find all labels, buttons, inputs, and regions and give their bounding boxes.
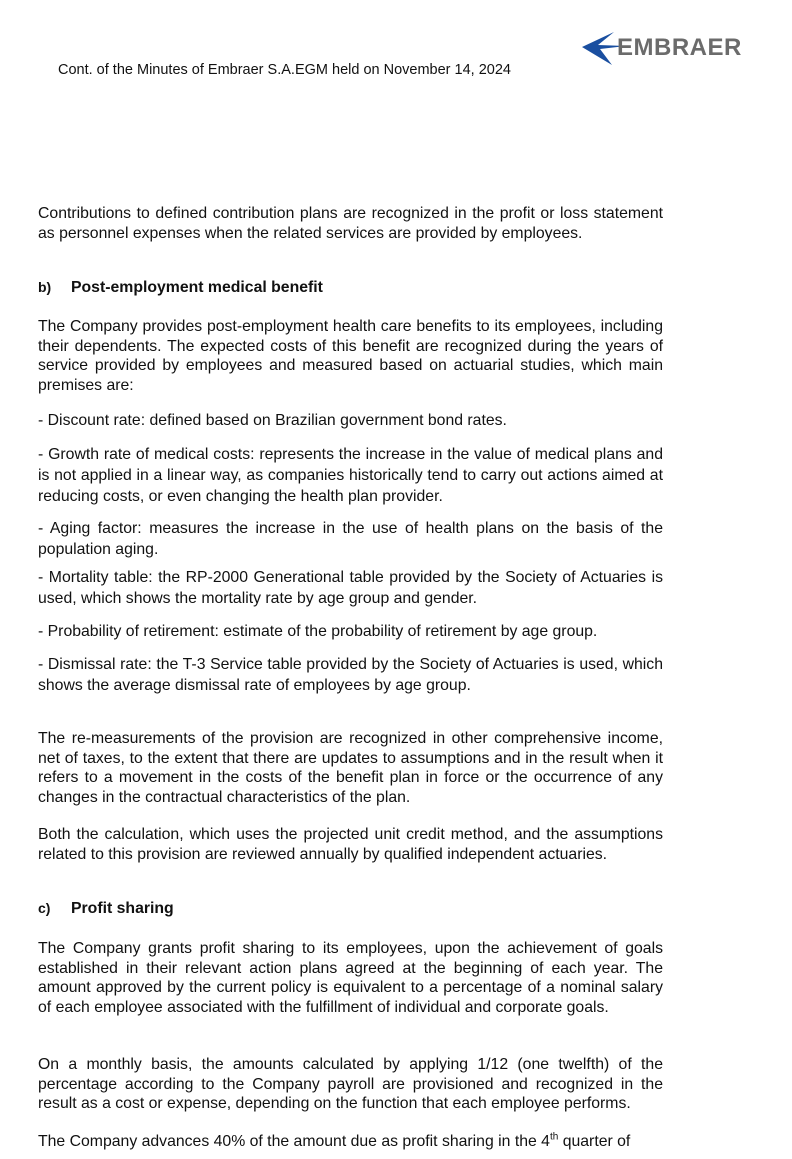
paragraph-monthly-provision: On a monthly basis, the amounts calculated by applying 1/12 (one twelfth) of the percentage according to the Company payroll are provisioned and recognized in the result as a cost or expense, depending on the function that each employee performs. (38, 1056, 663, 1113)
premise-growth-rate: - Growth rate of medical costs: represents the increase in the value of medical plans and is not applied in a linear way, as companies historically tend to carry out actions aimed at reducing costs, or even changing the health plan provider. (38, 446, 663, 505)
paragraph-medical-benefit: The Company provides post-employment health care benefits to its employees, including their dependents. The expected costs of this benefit are recognized during the years of service provided by employees and measured based on actuarial studies, which main premises are: (38, 318, 663, 394)
paragraph-profit-sharing: The Company grants profit sharing to its employees, upon the achievement of goals established in their relevant action plans agreed at the beginning of each year. The amount approved by the current policy is equivalent to a percentage of a nominal salary of each employee associated with the fulfillment of individual and corporate goals. (38, 940, 663, 1016)
paragraph-calculation-review: Both the calculation, which uses the projected unit credit method, and the assumptions related to this provision are reviewed annually by qualified independent actuaries. (38, 826, 663, 863)
section-heading-b (38, 279, 323, 297)
section-letter: c) (38, 900, 51, 916)
advance-text-start: The Company advances 40% of the amount due as profit sharing in the 4 (38, 1133, 550, 1150)
paragraph-advance (38, 1132, 663, 1152)
embraer-logo (580, 30, 772, 66)
premise-mortality-table: - Mortality table: the RP-2000 Generational table provided by the Society of Actuaries is used, which shows the mortality rate by age group and gender. (38, 569, 663, 607)
logo-wordmark: EMBRAER (617, 34, 742, 61)
premise-dismissal-rate: - Dismissal rate: the T-3 Service table provided by the Society of Actuaries is used, which shows the average dismissal rate of employees by age group. (38, 656, 663, 694)
section-title: Profit sharing (71, 900, 174, 917)
section-letter: b) (38, 279, 52, 295)
premise-aging-factor: - Aging factor: measures the increase in the use of health plans on the basis of the population aging. (38, 520, 663, 558)
section-title: Post-employment medical benefit (71, 279, 323, 296)
advance-text-end: quarter of (558, 1133, 631, 1150)
premise-discount-rate: - Discount rate: defined based on Brazilian government bond rates. (38, 412, 507, 429)
section-heading-c (38, 900, 174, 918)
paragraph-defined-contribution: Contributions to defined contribution plans are recognized in the profit or loss statement as personnel expenses when the related services are provided by employees. (38, 205, 663, 242)
premise-retirement-probability: - Probability of retirement: estimate of the probability of retirement by age group. (38, 623, 598, 640)
page-header-title: Cont. of the Minutes of Embraer S.A.EGM held on November 14, 2024 (58, 62, 511, 78)
paragraph-remeasurements: The re-measurements of the provision are recognized in other comprehensive income, net of taxes, to the extent that there are updates to assumptions and in the result when it refers to a movement in the costs of the benefit plan in force or the occurrence of any changes in the contractual characteristics of the plan. (38, 730, 663, 806)
ordinal-suffix: th (549, 1131, 559, 1143)
embraer-logo-graphic (580, 30, 772, 66)
